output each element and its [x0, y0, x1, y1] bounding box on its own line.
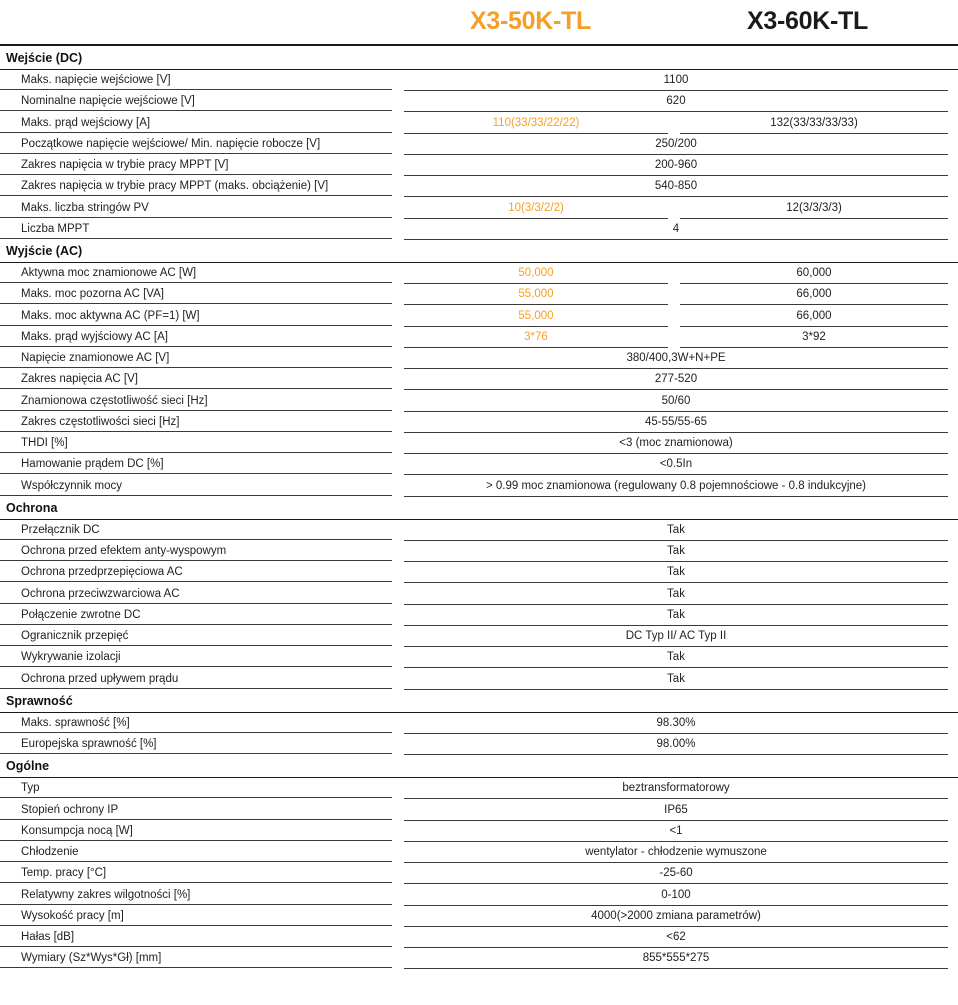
spec-label: Maks. sprawność [%] [0, 713, 392, 733]
spec-label: Ogranicznik przepięć [0, 626, 392, 646]
section-header: Ochrona [0, 497, 958, 520]
spec-row [0, 541, 958, 562]
spec-sheet-table [0, 47, 958, 970]
spec-label: Konsumpcja nocą [W] [0, 821, 392, 841]
spec-value-shared: 45-55/55-65 [404, 412, 948, 433]
spec-row [0, 476, 958, 497]
header-divider [0, 44, 958, 46]
spec-row [0, 263, 958, 284]
spec-label: Maks. prąd wyjściowy AC [A] [0, 327, 392, 347]
spec-row [0, 842, 958, 863]
spec-value-shared: <1 [404, 821, 948, 842]
spec-value-shared: Tak [404, 584, 948, 605]
spec-value-x3-60k: 132(33/33/33/33) [680, 113, 948, 134]
spec-label: Zakres częstotliwości sieci [Hz] [0, 412, 392, 432]
spec-value-shared: Tak [404, 520, 948, 541]
spec-row [0, 391, 958, 412]
spec-value-x3-50k: 55,000 [404, 306, 668, 327]
spec-label: Napięcie znamionowe AC [V] [0, 348, 392, 368]
spec-value-shared: <62 [404, 927, 948, 948]
spec-row [0, 885, 958, 906]
spec-value-x3-60k: 66,000 [680, 306, 948, 327]
spec-label: Liczba MPPT [0, 219, 392, 239]
spec-label: Ochrona przeciwzwarciowa AC [0, 584, 392, 604]
spec-label: Połączenie zwrotne DC [0, 605, 392, 625]
spec-value-shared: 250/200 [404, 134, 948, 155]
spec-label: Typ [0, 778, 392, 798]
spec-row [0, 800, 958, 821]
spec-value-shared: > 0.99 moc znamionowa (regulowany 0.8 pojemnościowe - 0.8 indukcyjne) [404, 476, 948, 497]
section-header: Sprawność [0, 690, 958, 713]
spec-label: Przełącznik DC [0, 520, 392, 540]
spec-value-shared: 277-520 [404, 369, 948, 390]
spec-value-x3-60k: 12(3/3/3/3) [680, 198, 948, 219]
spec-row [0, 433, 958, 454]
spec-row [0, 948, 958, 969]
spec-label: Nominalne napięcie wejściowe [V] [0, 91, 392, 111]
spec-row [0, 626, 958, 647]
spec-row [0, 306, 958, 327]
spec-label: Wykrywanie izolacji [0, 647, 392, 667]
spec-label: Zakres napięcia w trybie pracy MPPT [V] [0, 155, 392, 175]
spec-value-shared: 0-100 [404, 885, 948, 906]
spec-value-shared: wentylator - chłodzenie wymuszone [404, 842, 948, 863]
spec-label: Hałas [dB] [0, 927, 392, 947]
spec-label: Współczynnik mocy [0, 476, 392, 496]
spec-row [0, 669, 958, 690]
section-header: Ogólne [0, 755, 958, 778]
spec-value-shared: 540-850 [404, 176, 948, 197]
spec-row [0, 863, 958, 884]
spec-value-shared: Tak [404, 541, 948, 562]
spec-label: Aktywna moc znamionowe AC [W] [0, 263, 392, 283]
spec-value-shared: 4 [404, 219, 948, 240]
spec-label: Maks. moc pozorna AC [VA] [0, 284, 392, 304]
spec-value-shared: Tak [404, 562, 948, 583]
spec-value-shared: IP65 [404, 800, 948, 821]
spec-value-shared: Tak [404, 647, 948, 668]
section-header: Wyjście (AC) [0, 240, 958, 263]
spec-label: THDI [%] [0, 433, 392, 453]
spec-label: Zakres napięcia w trybie pracy MPPT (maks. obciążenie) [V] [0, 176, 392, 196]
spec-label: Wymiary (Sz*Wys*Gł) [mm] [0, 948, 392, 968]
model-title-x3-60k: X3-60K-TL [747, 7, 868, 35]
spec-value-x3-50k: 110(33/33/22/22) [404, 113, 668, 134]
spec-row [0, 734, 958, 755]
spec-value-shared: 855*555*275 [404, 948, 948, 969]
spec-value-shared: 380/400,3W+N+PE [404, 348, 948, 369]
spec-label: Ochrona przed efektem anty-wyspowym [0, 541, 392, 561]
spec-label: Stopień ochrony IP [0, 800, 392, 820]
spec-row [0, 562, 958, 583]
spec-value-shared: <3 (moc znamionowa) [404, 433, 948, 454]
spec-label: Hamowanie prądem DC [%] [0, 454, 392, 474]
spec-value-shared: -25-60 [404, 863, 948, 884]
spec-row [0, 155, 958, 176]
spec-row [0, 219, 958, 240]
spec-row [0, 348, 958, 369]
spec-value-shared: 98.00% [404, 734, 948, 755]
spec-label: Znamionowa częstotliwość sieci [Hz] [0, 391, 392, 411]
spec-row [0, 778, 958, 799]
spec-value-x3-50k: 55,000 [404, 284, 668, 305]
spec-label: Maks. moc aktywna AC (PF=1) [W] [0, 306, 392, 326]
spec-value-shared: 4000(>2000 zmiana parametrów) [404, 906, 948, 927]
spec-row [0, 454, 958, 475]
spec-label: Wysokość pracy [m] [0, 906, 392, 926]
spec-value-x3-50k: 3*76 [404, 327, 668, 348]
spec-row [0, 327, 958, 348]
spec-row [0, 906, 958, 927]
spec-label: Ochrona przedprzepięciowa AC [0, 562, 392, 582]
spec-value-shared: beztransformatorowy [404, 778, 948, 799]
spec-label: Relatywny zakres wilgotności [%] [0, 885, 392, 905]
spec-label: Europejska sprawność [%] [0, 734, 392, 754]
spec-label: Maks. napięcie wejściowe [V] [0, 70, 392, 90]
spec-row [0, 113, 958, 134]
spec-label: Maks. liczba stringów PV [0, 198, 392, 218]
spec-label: Zakres napięcia AC [V] [0, 369, 392, 389]
spec-label: Maks. prąd wejściowy [A] [0, 113, 392, 133]
spec-label: Chłodzenie [0, 842, 392, 862]
spec-row [0, 91, 958, 112]
spec-value-shared: Tak [404, 669, 948, 690]
spec-row [0, 134, 958, 155]
spec-value-shared: 50/60 [404, 391, 948, 412]
spec-label: Początkowe napięcie wejściowe/ Min. napięcie robocze [V] [0, 134, 392, 154]
spec-row [0, 412, 958, 433]
spec-row [0, 713, 958, 734]
spec-value-shared: 620 [404, 91, 948, 112]
spec-row [0, 284, 958, 305]
spec-row [0, 369, 958, 390]
spec-value-shared: 200-960 [404, 155, 948, 176]
spec-label: Ochrona przed upływem prądu [0, 669, 392, 689]
spec-row [0, 520, 958, 541]
spec-value-x3-50k: 10(3/3/2/2) [404, 198, 668, 219]
spec-value-shared: DC Typ II/ AC Typ II [404, 626, 948, 647]
section-header: Wejście (DC) [0, 47, 958, 70]
spec-row [0, 176, 958, 197]
spec-value-shared: <0.5In [404, 454, 948, 475]
spec-value-x3-60k: 66,000 [680, 284, 948, 305]
spec-value-shared: 98.30% [404, 713, 948, 734]
spec-value-shared: 1100 [404, 70, 948, 91]
spec-row [0, 584, 958, 605]
spec-row [0, 821, 958, 842]
spec-row [0, 198, 958, 219]
spec-row [0, 647, 958, 668]
spec-value-x3-60k: 60,000 [680, 263, 948, 284]
spec-label: Temp. pracy [°C] [0, 863, 392, 883]
spec-row [0, 70, 958, 91]
spec-value-x3-50k: 50,000 [404, 263, 668, 284]
spec-row [0, 927, 958, 948]
spec-row [0, 605, 958, 626]
model-title-x3-50k: X3-50K-TL [470, 7, 591, 35]
spec-value-x3-60k: 3*92 [680, 327, 948, 348]
spec-value-shared: Tak [404, 605, 948, 626]
